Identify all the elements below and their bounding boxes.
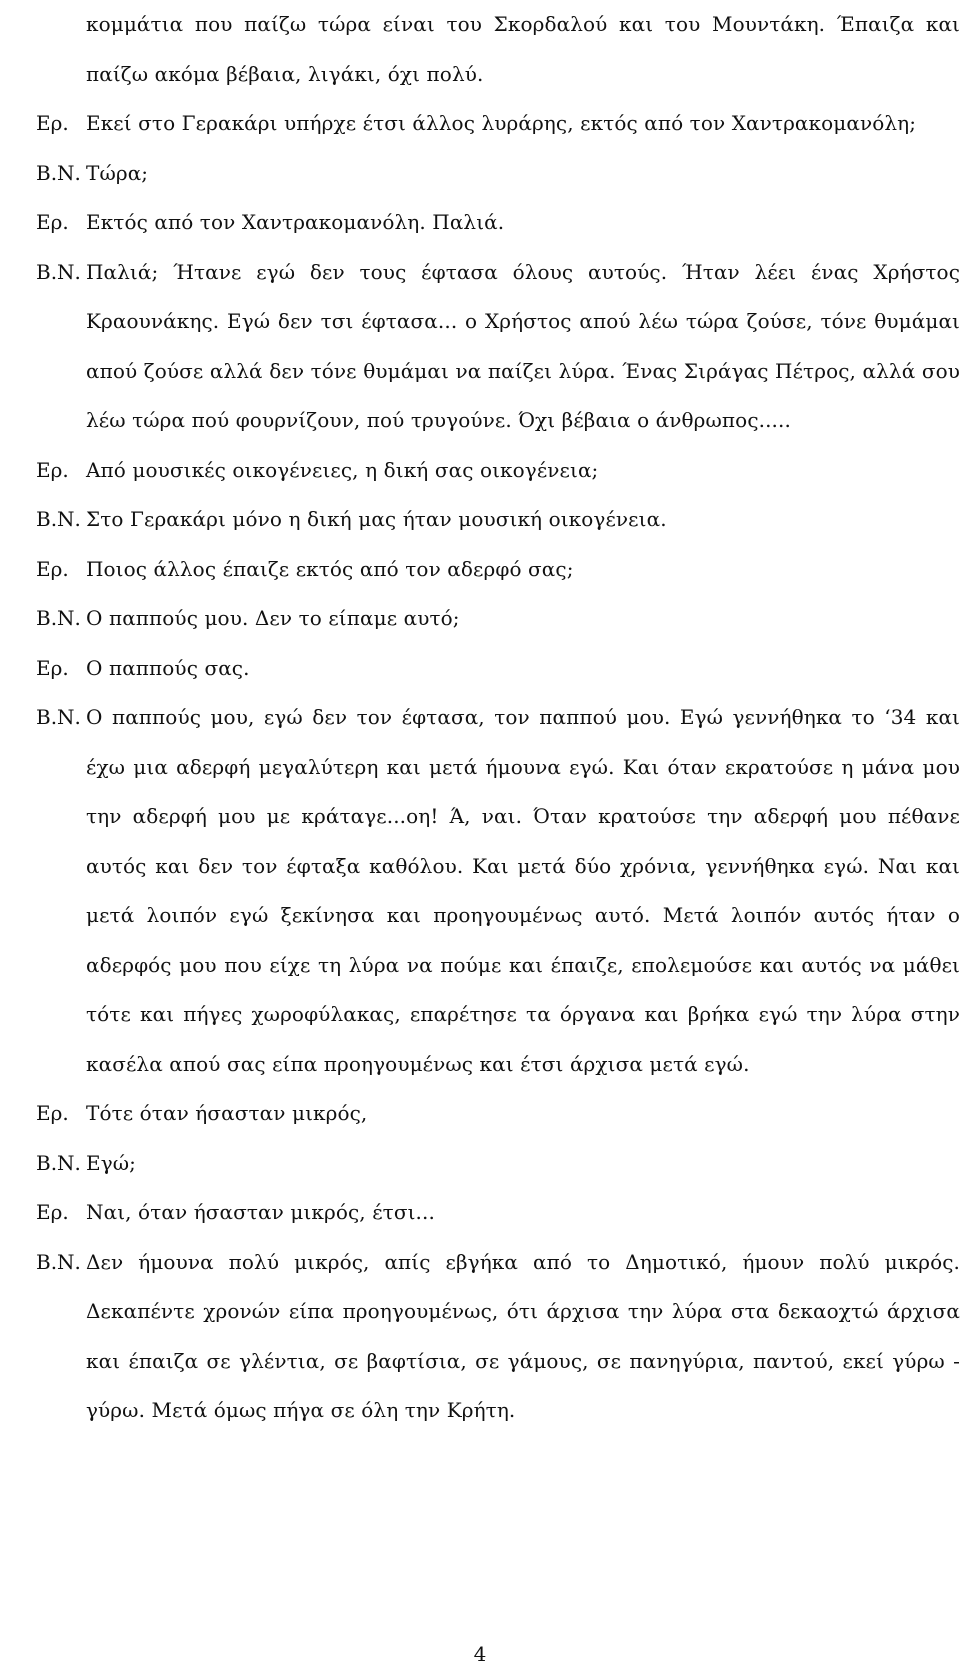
speaker-label: Ερ.: [36, 457, 69, 482]
transcript-entry: [36, 545, 960, 595]
page-number: 4: [473, 1642, 487, 1666]
transcript-entry: [36, 644, 960, 694]
transcript-entry: [36, 1139, 960, 1189]
speaker-label: Ερ.: [36, 210, 69, 234]
transcript-entry: [36, 446, 960, 496]
speaker-label: Β.Ν.: [36, 1150, 81, 1175]
transcript-entry: [36, 248, 960, 446]
utterance-text: Τότε όταν ήσασταν μικρός,: [86, 1101, 368, 1125]
utterance-text: Ο παππούς μου. Δεν το είπαμε αυτό;: [86, 606, 460, 630]
speaker-label: Ερ.: [36, 1101, 69, 1125]
speaker-label: Β.Ν.: [36, 606, 81, 630]
transcript-entry: [36, 149, 960, 199]
interview-transcript: [36, 0, 960, 1436]
speaker-label: Β.Ν.: [36, 507, 81, 531]
utterance-text: κομμάτια που παίζω τώρα είναι του Σκορδαλού και του Μουντάκη. Έπαιζα και παίζω ακόμα βέβαια, λιγάκι, όχι πολύ.: [86, 12, 960, 86]
utterance-text: Στο Γερακάρι μόνο η δική μας ήταν μουσική οικογένεια.: [86, 507, 667, 531]
transcript-entry: [36, 1188, 960, 1238]
speaker-label: Β.Ν.: [36, 705, 81, 729]
speaker-label: Ερ.: [36, 655, 69, 680]
utterance-text: Ο παππούς μου, εγώ δεν τον έφτασα, τον παππού μου. Εγώ γεννήθηκα το ‘34 και έχω μια αδερφή μεγαλύτερη και μετά ήμουνα εγώ. Και όταν εκρατούσε η μάνα μου την αδερφή μου με κράταγε...οη! Ά, ναι. Όταν κρατούσε την αδερφή μου πέθανε αυτός και δεν τον έφταξα καθόλου. Και μετά δύο χρόνια, γεννήθηκα εγώ. Ναι και μετά λοιπόν εγώ ξεκίνησα και προηγουμένως αυτό. Μετά λοιπόν αυτός ήταν ο αδερφός μου που είχε τη λύρα να πούμε και έπαιζε, επολεμούσε και αυτός να μάθει τότε και πήγες χωροφύλακας, επαρέτησε τα όργανα και βρήκα εγώ την λύρα στην κασέλα απού σας είπα προηγουμένως και έτσι άρχισα μετά εγώ.: [86, 705, 960, 1076]
utterance-text: Δεν ήμουνα πολύ μικρός, απίς εβγήκα από το Δημοτικό, ήμουν πολύ μικρός. Δεκαπέντε χρονών είπα προηγουμένως, ότι άρχισα την λύρα στα δεκαοχτώ άρχισα και έπαιζα σε γλέντια, σε βαφτίσια, σε γάμους, σε πανηγύρια, παντού, εκεί γύρω - γύρω. Μετά όμως πήγα σε όλη την Κρήτη.: [86, 1249, 960, 1422]
speaker-label: Β.Ν.: [36, 1249, 81, 1274]
utterance-text: Εκτός από τον Χαντρακομανόλη. Παλιά.: [86, 210, 505, 234]
speaker-label: Β.Ν.: [36, 259, 81, 284]
utterance-text: Ο παππούς σας.: [86, 655, 250, 680]
transcript-entry: [36, 1089, 960, 1139]
transcript-entry: [36, 0, 960, 99]
speaker-label: Ερ.: [36, 556, 69, 581]
transcript-entry: [36, 693, 960, 1089]
transcript-entry: [36, 594, 960, 644]
speaker-label: Β.Ν.: [36, 160, 81, 185]
utterance-text: Εγώ;: [86, 1150, 136, 1175]
transcript-entry: [36, 1238, 960, 1436]
utterance-text: Ποιος άλλος έπαιζε εκτός από τον αδερφό σας;: [86, 556, 574, 581]
transcript-entry: [36, 99, 960, 149]
utterance-text: Τώρα;: [86, 160, 149, 185]
speaker-label: Ερ.: [36, 111, 69, 135]
utterance-text: Ναι, όταν ήσασταν μικρός, έτσι...: [86, 1200, 435, 1224]
transcript-entry: [36, 198, 960, 248]
speaker-label: Ερ.: [36, 1200, 69, 1224]
utterance-text: Παλιά; Ήτανε εγώ δεν τους έφτασα όλους αυτούς. Ήταν λέει ένας Χρήστος Κραουνάκης. Εγώ δεν τσι έφτασα... ο Χρήστος απού λέω τώρα ζούσε, τόνε θυμάμαι απού ζούσε αλλά δεν τόνε θυμάμαι να παίζει λύρα. Ένας Σιράγας Πέτρος, αλλά σου λέω τώρα πού φουρνίζουν, πού τρυγούνε. Όχι βέβαια ο άνθρωπος.....: [86, 259, 960, 432]
utterance-text: Από μουσικές οικογένειες, η δική σας οικογένεια;: [86, 457, 599, 482]
utterance-text: Εκεί στο Γερακάρι υπήρχε έτσι άλλος λυράρης, εκτός από τον Χαντρακομανόλη;: [86, 111, 917, 135]
transcript-entry: [36, 495, 960, 545]
